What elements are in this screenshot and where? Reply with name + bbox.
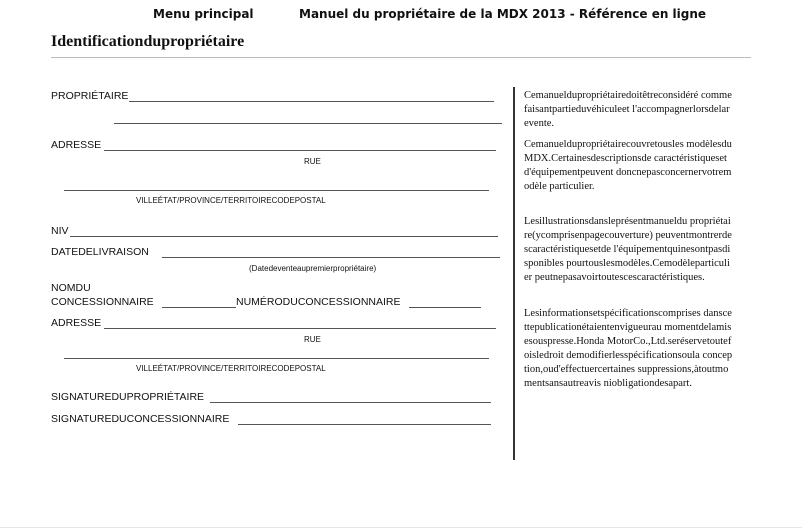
sidebar-paragraph-3: Lesillustrationsdansleprésentmanueldu propriétaire(ycomprisenpagecouverture) peuventmontrerdescaractéristiquesetde l'équipementquinesontpasdisponibles pourtouslesmodèles.Cemodèleparticulier peutnepasavoirtoutescescaractéristiques. — [524, 216, 732, 283]
dealer-signature-label: SIGNATUREDUCONCESSIONNAIRE — [51, 413, 230, 425]
dealer-name-label-1: NOMDU — [51, 282, 91, 294]
street-caption: RUE — [304, 157, 321, 166]
vin-line — [70, 236, 498, 237]
dealer-name-line — [162, 307, 236, 308]
sidebar-paragraph-1: Cemanueldupropriétairedoitêtreconsidéré commefaisantpartieduvéhiculeet l'accompagnerlorsdelarevente. — [524, 90, 732, 129]
bottom-edge — [0, 527, 802, 528]
city-caption: VILLEÉTAT/PROVINCE/TERRITOIRECODEPOSTAL — [136, 196, 326, 205]
delivery-date-note: (Datedeventeaupremierpropriétaire) — [249, 264, 377, 273]
dealer-number-line — [409, 307, 481, 308]
owner-label: PROPRIÉTAIRE — [51, 90, 129, 102]
main-menu-link[interactable]: Menu principal — [153, 7, 254, 21]
dealer-city-caption: VILLEÉTAT/PROVINCE/TERRITOIRECODEPOSTAL — [136, 364, 326, 373]
dealer-address-line — [104, 328, 496, 329]
dealer-address-label: ADRESSE — [51, 317, 102, 329]
owner-signature-label: SIGNATUREDUPROPRIÉTAIRE — [51, 391, 205, 403]
delivery-date-label: DATEDELIVRAISON — [51, 246, 149, 258]
dealer-number-label: NUMÉRODUCONCESSIONNAIRE — [236, 296, 401, 308]
city-line — [64, 190, 489, 191]
delivery-date-line — [162, 257, 500, 258]
sidebar-divider — [513, 87, 515, 460]
sidebar-paragraph-2: Cemanueldupropriétairecouvretousles modèlesduMDX.Certainesdescriptionsde caractéristiquesetd'équipementpeuvent doncnepasconcernervotremodèle particulier. — [524, 139, 732, 192]
address-line — [104, 150, 496, 151]
dealer-city-line — [64, 358, 489, 359]
dealer-name-label-2: CONCESSIONNAIRE — [51, 296, 154, 308]
address-label: ADRESSE — [51, 139, 102, 151]
owner-line-2 — [114, 123, 502, 124]
sidebar-paragraph-4: Lesinformationsetspécificationscomprises danscettepublicationétaientenvigueurau momentdelamisesouspresse.Honda MotorCo.,Ltd.seréservetoutefoisledroit demodifierlesspécificationsoula conception,oud'effectuercertaines suppressions,àtoutmomentsansautreavis niobligationdesapart. — [524, 308, 733, 389]
owner-line — [129, 101, 494, 102]
dealer-street-caption: RUE — [304, 335, 321, 344]
owner-signature-line — [210, 402, 491, 403]
page-title: Identificationdupropriétaire — [51, 33, 245, 50]
vin-label: NIV — [51, 225, 69, 237]
dealer-signature-line — [238, 424, 491, 425]
manual-title-link[interactable]: Manuel du propriétaire de la MDX 2013 - Référence en ligne — [299, 7, 707, 21]
title-divider — [51, 57, 751, 58]
